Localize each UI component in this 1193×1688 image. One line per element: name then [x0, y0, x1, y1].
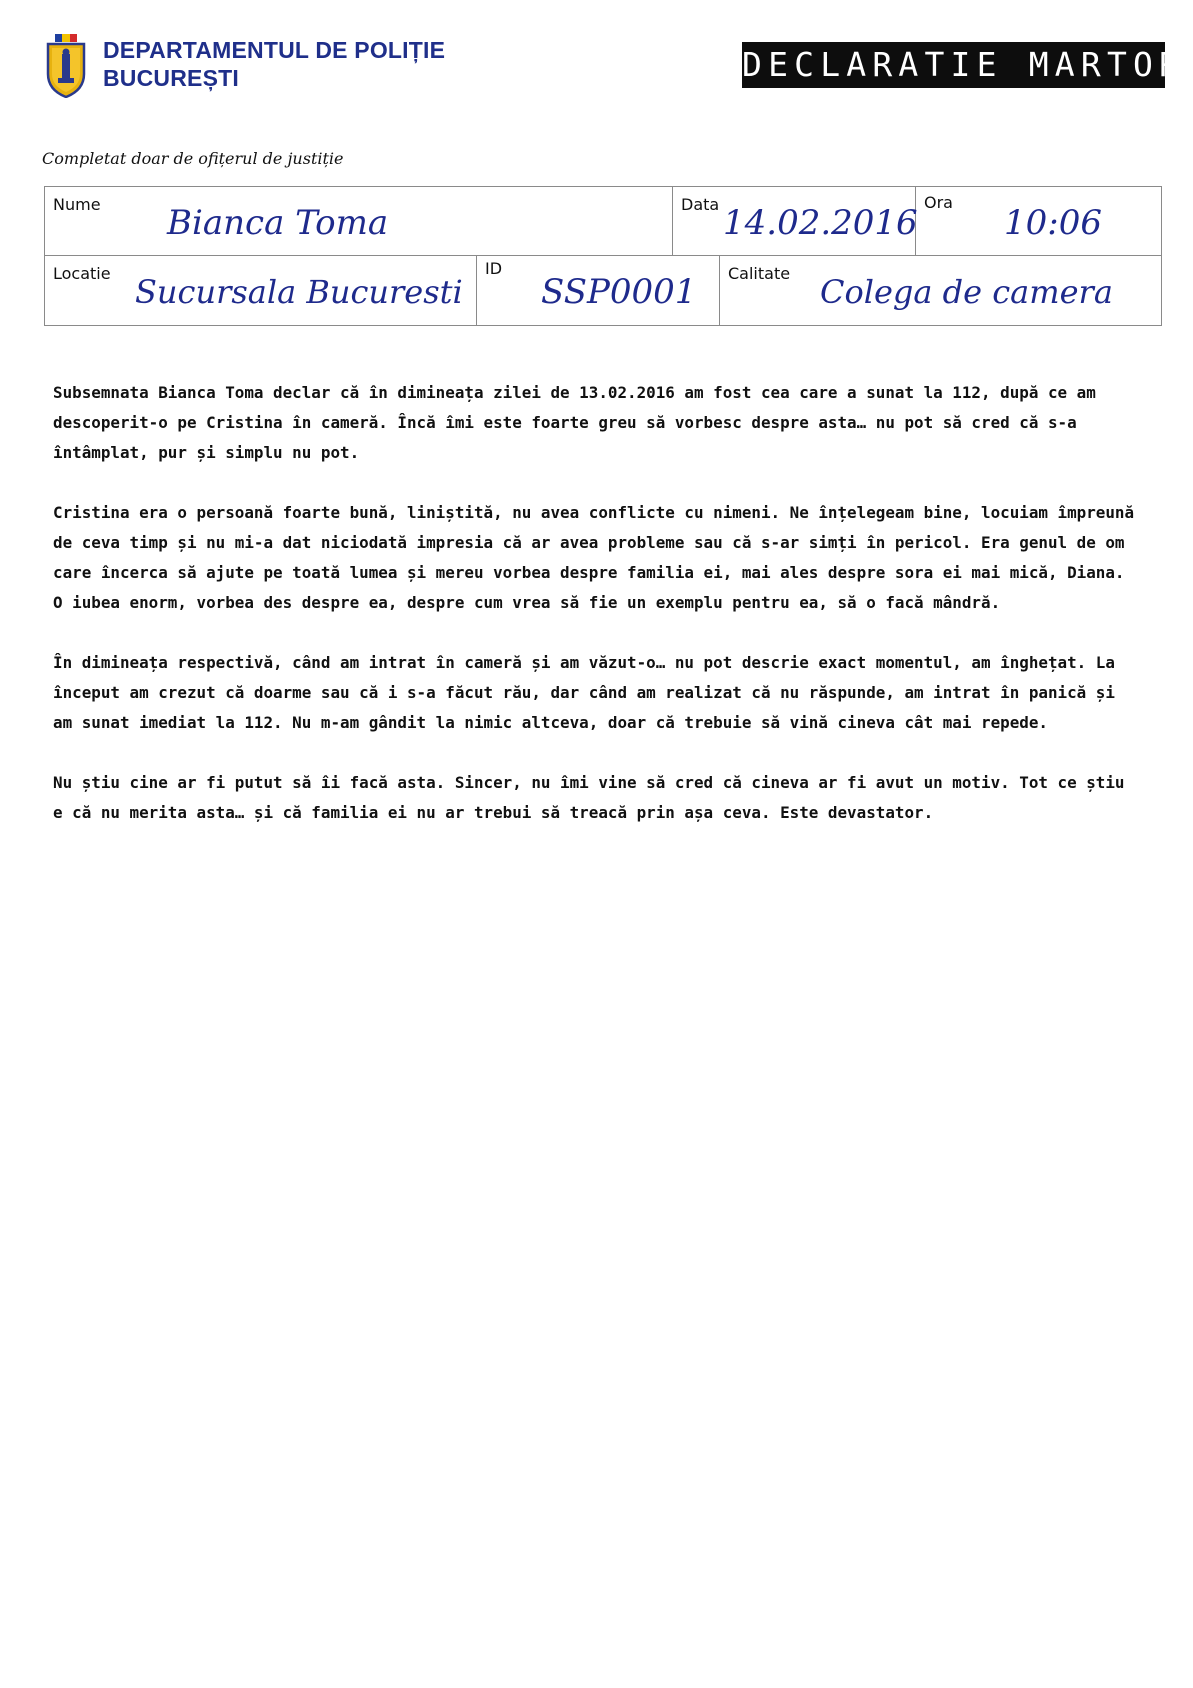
ora-value: 10:06 — [1004, 203, 1102, 243]
statement-paragraph: În dimineața respectivă, când am intrat în cameră și am văzut-o… nu pot descrie exact momentul, am înghețat. La început am crezut că doarme sau că i s-a făcut rău, dar când am realizat că nu răspunde, am intrat în panică și am sunat imediat la 112. Nu m-am gândit la nimic altceva, doar că trebuie să vină cineva cât mai repede. — [53, 653, 1115, 732]
form-row-1 — [44, 186, 1162, 256]
calitate-label: Calitate — [728, 264, 791, 283]
id-value: SSP0001 — [541, 272, 697, 312]
data-label: Data — [681, 195, 720, 214]
id-field[interactable] — [477, 256, 720, 326]
ora-label: Ora — [924, 193, 953, 212]
nume-label: Nume — [53, 195, 101, 214]
department-line-1: DEPARTAMENTUL DE POLIȚIE — [103, 37, 446, 63]
calitate-field[interactable] — [720, 256, 1162, 326]
statement-paragraph: Subsemnata Bianca Toma declar că în dimineața zilei de 13.02.2016 am fost cea care a sunat la 112, după ce am descoperit-o pe Cristina în cameră. Încă îmi este foarte greu să vorbesc despre asta… nu pot să cred că s-a întâmplat, pur și simplu nu pot. — [53, 383, 1096, 462]
id-label: ID — [485, 259, 503, 278]
data-field[interactable] — [673, 186, 916, 256]
locatie-field[interactable] — [44, 256, 477, 326]
officer-note: Completat doar de ofițerul de justiție — [42, 149, 344, 168]
locatie-value: Sucursala Bucuresti — [135, 273, 463, 311]
locatie-label: Locatie — [53, 264, 111, 283]
department-name — [103, 36, 445, 92]
police-crest-icon — [45, 34, 87, 98]
data-value: 14.02.2016 — [723, 203, 918, 243]
statement-paragraph: Nu știu cine ar fi putut să îi facă asta. Sincer, nu îmi vine să cred că cineva ar fi avut un motiv. Tot ce știu e că nu merita asta… și că familia ei nu ar trebui să treacă prin așa ceva. Este devastator. — [53, 773, 1125, 822]
ora-field[interactable] — [916, 186, 1162, 256]
witness-info-form — [44, 186, 1162, 326]
nume-value: Bianca Toma — [167, 203, 389, 243]
form-row-2 — [44, 256, 1162, 326]
calitate-value: Colega de camera — [820, 273, 1113, 311]
witness-statement — [53, 378, 1143, 858]
statement-paragraph: Cristina era o persoană foarte bună, liniștită, nu avea conflicte cu nimeni. Ne înțelegeam bine, locuiam împreună de ceva timp și nu mi-a dat niciodată impresia că ar avea probleme sau că s-ar simți în pericol. Era genul de om care încerca să ajute pe toată lumea și mereu vorbea despre familia ei, mai ales despre sora ei mai mică, Diana. O iubea enorm, vorbea des despre ea, despre cum vrea să fie un exemplu pentru ea, să o facă mândră. — [53, 503, 1135, 612]
department-line-2: BUCUREȘTI — [103, 65, 239, 91]
document-title: DECLARATIE MARTOR — [742, 42, 1165, 88]
nume-field[interactable] — [44, 186, 673, 256]
